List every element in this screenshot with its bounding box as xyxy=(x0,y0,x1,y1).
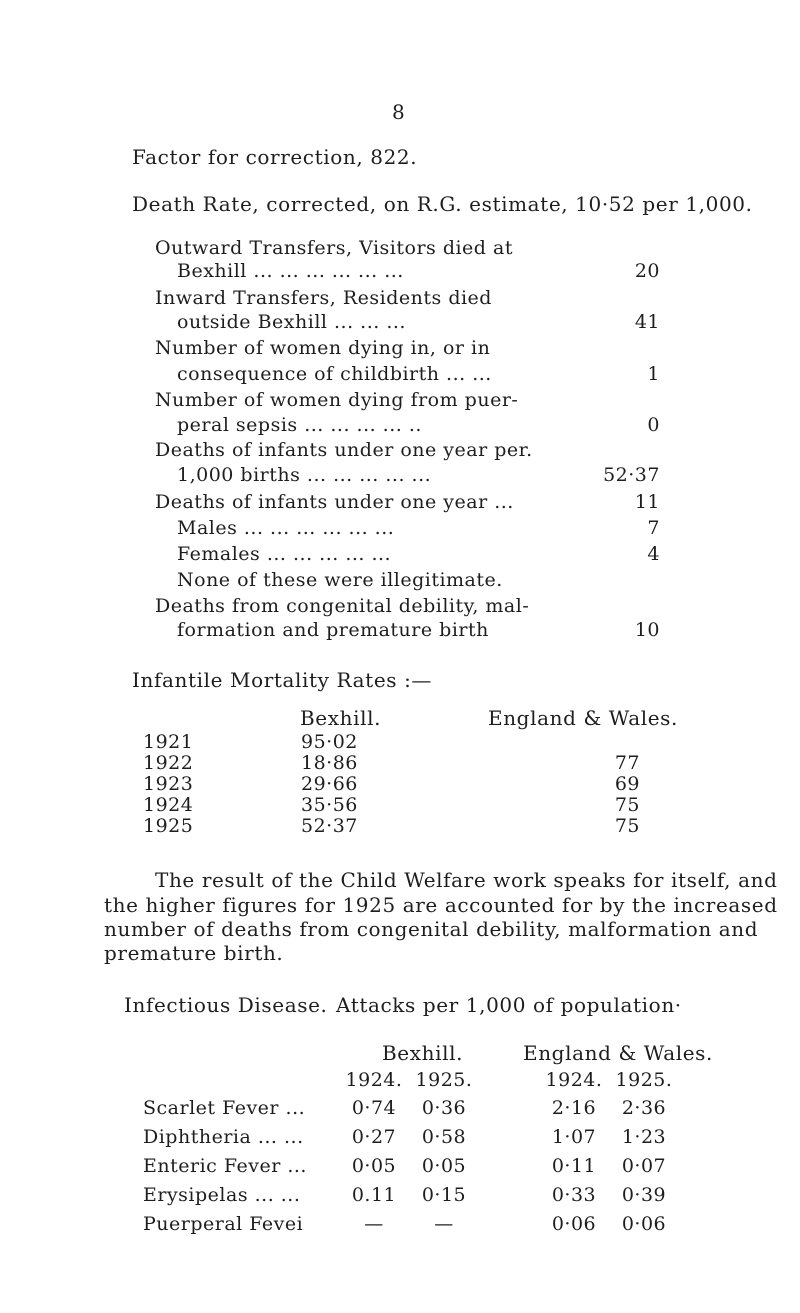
stat-line: Deaths of infants under one year ... xyxy=(155,491,514,513)
stat-line: Bexhill ... ... ... ... ... ... xyxy=(177,260,404,282)
paragraph-line: the higher figures for 1925 are accounted for by the increased xyxy=(104,893,778,917)
disease-cell: Enteric Fever ... xyxy=(143,1155,307,1177)
bexhill-cell: 18·86 xyxy=(301,752,358,774)
stat-line: formation and premature birth xyxy=(177,619,489,641)
stat-line: peral sepsis ... ... ... ... .. xyxy=(177,414,422,436)
stat-line: consequence of childbirth ... ... xyxy=(177,363,492,385)
stat-value: 52·37 xyxy=(603,464,660,486)
england-cell: 75 xyxy=(614,815,640,837)
stat-line: Females ... ... ... ... ... xyxy=(177,543,392,565)
england-1925-cell: 0·06 xyxy=(621,1213,667,1235)
stat-value: 10 xyxy=(634,619,660,641)
stat-value: 20 xyxy=(634,260,660,282)
stat-value: 1 xyxy=(647,363,660,385)
england-cell: 69 xyxy=(614,773,640,795)
stat-line: Deaths from congenital debility, mal- xyxy=(155,595,530,617)
england-1924-cell: 2·16 xyxy=(551,1097,597,1119)
stat-line: Males ... ... ... ... ... ... xyxy=(177,517,395,539)
bexhill-cell: 35·56 xyxy=(301,794,358,816)
bexhill-1924-cell: 0·27 xyxy=(351,1126,397,1148)
stat-value: 41 xyxy=(634,311,660,333)
bexhill-cell: 29·66 xyxy=(301,773,358,795)
bexhill-cell: 52·37 xyxy=(301,815,358,837)
bexhill-1925-cell: 0·15 xyxy=(421,1184,467,1206)
year-header: 1925. xyxy=(615,1069,673,1091)
paragraph-line: The result of the Child Welfare work speaks for itself, and xyxy=(155,868,778,892)
stat-line: Outward Transfers, Visitors died at xyxy=(155,237,513,259)
stat-line: None of these were illegitimate. xyxy=(177,569,503,591)
year-header: 1924. xyxy=(545,1069,603,1091)
column-header-england: England & Wales. xyxy=(488,706,679,730)
infantile-heading: Infantile Mortality Rates :— xyxy=(132,668,433,692)
infectious-heading: Infectious Disease. xyxy=(124,993,328,1017)
column-header-bexhill: Bexhill. xyxy=(382,1041,464,1065)
england-1924-cell: 0·06 xyxy=(551,1213,597,1235)
england-cell: 77 xyxy=(614,752,640,774)
stat-line: Deaths of infants under one year per. xyxy=(155,439,533,461)
england-1925-cell: 0·07 xyxy=(621,1155,667,1177)
england-1924-cell: 0·33 xyxy=(551,1184,597,1206)
stat-value: 7 xyxy=(647,517,660,539)
bexhill-1925-cell: — xyxy=(434,1213,454,1235)
bexhill-1925-cell: 0·58 xyxy=(421,1126,467,1148)
bexhill-1924-cell: — xyxy=(364,1213,384,1235)
england-cell: 75 xyxy=(614,794,640,816)
england-1925-cell: 2·36 xyxy=(621,1097,667,1119)
bexhill-cell: 95·02 xyxy=(301,731,358,753)
england-1925-cell: 0·39 xyxy=(621,1184,667,1206)
stat-line: 1,000 births ... ... ... ... ... xyxy=(177,464,432,486)
stat-line: outside Bexhill ... ... ... xyxy=(177,311,406,333)
year-header: 1925. xyxy=(415,1069,473,1091)
paragraph-line: number of deaths from congenital debility, malformation and xyxy=(104,917,759,941)
disease-cell: Erysipelas ... ... xyxy=(143,1184,301,1206)
page-number: 8 xyxy=(392,100,406,124)
disease-cell: Scarlet Fever ... xyxy=(143,1097,306,1119)
death-rate: Death Rate, corrected, on R.G. estimate, 10·52 per 1,000. xyxy=(132,192,753,216)
column-header-bexhill: Bexhill. xyxy=(300,706,382,730)
stat-line: Inward Transfers, Residents died xyxy=(155,287,492,309)
column-header-england: England & Wales. xyxy=(523,1041,714,1065)
stat-value: 4 xyxy=(647,543,660,565)
disease-cell: Diphtheria ... ... xyxy=(143,1126,304,1148)
bexhill-1925-cell: 0·05 xyxy=(421,1155,467,1177)
year-cell: 1921 xyxy=(143,731,194,753)
bexhill-1925-cell: 0·36 xyxy=(421,1097,467,1119)
year-cell: 1923 xyxy=(143,773,194,795)
attacks-heading: Attacks per 1,000 of population· xyxy=(336,993,682,1017)
year-cell: 1925 xyxy=(143,815,194,837)
paragraph-line: premature birth. xyxy=(104,941,284,965)
year-header: 1924. xyxy=(345,1069,403,1091)
england-1924-cell: 0·11 xyxy=(551,1155,597,1177)
england-1925-cell: 1·23 xyxy=(621,1126,667,1148)
year-cell: 1922 xyxy=(143,752,194,774)
england-1924-cell: 1·07 xyxy=(551,1126,597,1148)
stat-line: Number of women dying from puer- xyxy=(155,389,519,411)
disease-cell: Puerperal Fevei xyxy=(143,1213,304,1235)
year-cell: 1924 xyxy=(143,794,194,816)
stat-value: 11 xyxy=(634,491,660,513)
bexhill-1924-cell: 0·05 xyxy=(351,1155,397,1177)
stat-value: 0 xyxy=(647,414,660,436)
correction-factor: Factor for correction, 822. xyxy=(132,145,418,169)
stat-line: Number of women dying in, or in xyxy=(155,337,491,359)
bexhill-1924-cell: 0·74 xyxy=(351,1097,397,1119)
bexhill-1924-cell: 0.11 xyxy=(351,1184,397,1206)
